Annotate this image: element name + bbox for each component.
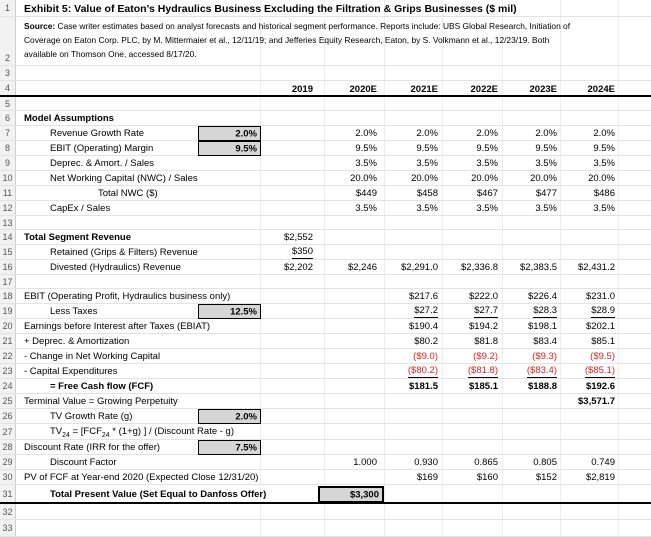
value-cell: $226.4 bbox=[527, 291, 557, 302]
value-cell: 0.749 bbox=[591, 457, 615, 468]
year-2020e: 2020E bbox=[349, 84, 377, 95]
row-number[interactable]: 31 bbox=[0, 485, 16, 502]
value-cell: 2.0% bbox=[416, 128, 438, 139]
total-segment-revenue-label: Total Segment Revenue bbox=[24, 232, 131, 243]
value-cell: $27.7 bbox=[474, 305, 498, 316]
row-15 bbox=[0, 245, 651, 260]
row-28 bbox=[0, 440, 651, 455]
value-cell: $467 bbox=[476, 188, 498, 199]
row-14 bbox=[0, 230, 651, 245]
source-note bbox=[24, 19, 644, 61]
row-16 bbox=[0, 260, 651, 275]
total-pv-label: Total Present Value (Set Equal to Danfoss Offer) bbox=[50, 489, 267, 500]
value-cell: $2,383.5 bbox=[520, 262, 557, 273]
value-cell: 3.5% bbox=[476, 158, 498, 169]
row-number[interactable]: 6 bbox=[0, 111, 16, 125]
year-2021e: 2021E bbox=[410, 84, 438, 95]
total-pv-cell[interactable]: $3,300 bbox=[318, 486, 384, 503]
assumption-label: CapEx / Sales bbox=[50, 203, 111, 214]
tax-rate-input[interactable]: 12.5% bbox=[198, 304, 261, 319]
value-cell: $231.0 bbox=[585, 291, 615, 302]
row-number[interactable]: 1 bbox=[0, 0, 16, 16]
ebit-label: EBIT (Operating Profit, Hydraulics business only) bbox=[24, 291, 231, 302]
tv-growth-label: TV Growth Rate (g) bbox=[50, 411, 133, 422]
row-number[interactable]: 21 bbox=[0, 334, 16, 348]
value-cell: $2,819 bbox=[585, 472, 615, 483]
capex-label: - Capital Expenditures bbox=[24, 366, 118, 377]
value-cell: 0.930 bbox=[414, 457, 438, 468]
row-5 bbox=[0, 97, 651, 111]
row-31 bbox=[0, 485, 651, 504]
assumption-label: Revenue Growth Rate bbox=[50, 128, 144, 139]
value-cell: 3.5% bbox=[476, 203, 498, 214]
row-number[interactable]: 32 bbox=[0, 504, 16, 519]
value-cell: 2.0% bbox=[355, 128, 377, 139]
input-cell[interactable]: 9.5% bbox=[198, 141, 261, 156]
row-25 bbox=[0, 394, 651, 409]
assumption-label: Total NWC ($) bbox=[98, 188, 158, 199]
row-number[interactable]: 14 bbox=[0, 230, 16, 244]
retained-revenue-label: Retained (Grips & Filters) Revenue bbox=[50, 247, 198, 258]
row-29 bbox=[0, 455, 651, 470]
row-number[interactable]: 29 bbox=[0, 455, 16, 469]
row-23 bbox=[0, 364, 651, 379]
row-number[interactable]: 28 bbox=[0, 440, 16, 454]
discount-rate-label: Discount Rate (IRR for the offer) bbox=[24, 442, 161, 453]
value-cell: 2.0% bbox=[476, 128, 498, 139]
row-number[interactable]: 3 bbox=[0, 66, 16, 80]
value-cell: ($9.2) bbox=[473, 351, 498, 362]
assumption-label: EBIT (Operating) Margin bbox=[50, 143, 154, 154]
pv-fcf-label: PV of FCF at Year-end 2020 (Expected Close 12/31/20) bbox=[24, 472, 259, 483]
row-number[interactable]: 2 bbox=[0, 17, 16, 65]
value-cell: $169 bbox=[416, 472, 438, 483]
value-cell: 3.5% bbox=[593, 203, 615, 214]
value-cell: 3.5% bbox=[535, 158, 557, 169]
value-cell: 9.5% bbox=[476, 143, 498, 154]
row-number[interactable]: 25 bbox=[0, 394, 16, 408]
value-cell: $449 bbox=[355, 188, 377, 199]
row-8 bbox=[0, 141, 651, 156]
value-cell: $192.6 bbox=[585, 381, 615, 392]
row-number[interactable]: 17 bbox=[0, 275, 16, 288]
value-cell: 20.0% bbox=[471, 173, 498, 184]
row-number[interactable]: 33 bbox=[0, 520, 16, 536]
row-9 bbox=[0, 156, 651, 171]
row-number[interactable]: 10 bbox=[0, 171, 16, 185]
row-number[interactable]: 5 bbox=[0, 97, 16, 110]
value-cell: 20.0% bbox=[411, 173, 438, 184]
value-cell: $222.0 bbox=[468, 291, 498, 302]
value-cell: ($83.4) bbox=[526, 365, 557, 376]
model-assumptions-heading: Model Assumptions bbox=[24, 113, 114, 124]
value-cell: $81.8 bbox=[474, 336, 498, 347]
value-cell: $217.6 bbox=[408, 291, 438, 302]
row-number[interactable]: 7 bbox=[0, 126, 16, 140]
row-number[interactable]: 27 bbox=[0, 424, 16, 439]
value-cell: ($9.0) bbox=[413, 351, 438, 362]
value-cell: 20.0% bbox=[350, 173, 377, 184]
discount-rate-input[interactable]: 7.5% bbox=[198, 440, 261, 455]
year-2023e: 2023E bbox=[529, 84, 557, 95]
row-number[interactable]: 13 bbox=[0, 216, 16, 229]
value-cell: 9.5% bbox=[593, 143, 615, 154]
value-cell: $458 bbox=[416, 188, 438, 199]
assumption-label: Deprec. & Amort. / Sales bbox=[50, 158, 155, 169]
value-cell: $152 bbox=[535, 472, 557, 483]
row-20 bbox=[0, 319, 651, 334]
value-cell: 3.5% bbox=[416, 158, 438, 169]
row-18 bbox=[0, 289, 651, 304]
row-22 bbox=[0, 349, 651, 364]
row-11 bbox=[0, 186, 651, 201]
value-cell: $28.3 bbox=[533, 305, 557, 316]
tv-growth-input[interactable]: 2.0% bbox=[198, 409, 261, 424]
row-3 bbox=[0, 66, 651, 81]
row-26 bbox=[0, 409, 651, 424]
row-number[interactable]: 12 bbox=[0, 201, 16, 215]
row-27 bbox=[0, 424, 651, 440]
row-number[interactable]: 19 bbox=[0, 304, 16, 318]
row-number[interactable]: 9 bbox=[0, 156, 16, 170]
row-number[interactable]: 26 bbox=[0, 409, 16, 423]
row-1 bbox=[0, 0, 651, 17]
value-cell: $2,291.0 bbox=[401, 262, 438, 273]
row-4-years bbox=[0, 81, 651, 97]
value-cell: 0.865 bbox=[474, 457, 498, 468]
value-cell: 9.5% bbox=[355, 143, 377, 154]
value-cell: $185.1 bbox=[468, 381, 498, 392]
value-cell: $477 bbox=[535, 188, 557, 199]
value-cell: ($9.3) bbox=[532, 351, 557, 362]
value-cell: ($85.1) bbox=[584, 365, 615, 376]
row-number[interactable]: 18 bbox=[0, 289, 16, 303]
value-cell: 0.805 bbox=[533, 457, 557, 468]
value-cell: $2,202 bbox=[283, 262, 313, 273]
value-cell: ($9.5) bbox=[590, 351, 615, 362]
exhibit-title: Exhibit 5: Value of Eaton’s Hydraulics Business Excluding the Filtration & Grips Businesses ($ mil) bbox=[24, 3, 517, 15]
value-cell: $83.4 bbox=[533, 336, 557, 347]
value-cell: $80.2 bbox=[414, 336, 438, 347]
value-cell: $486 bbox=[593, 188, 615, 199]
value-cell: $190.4 bbox=[408, 321, 438, 332]
row-number[interactable]: 16 bbox=[0, 260, 16, 274]
value-cell: $85.1 bbox=[591, 336, 615, 347]
row-number[interactable]: 20 bbox=[0, 319, 16, 333]
row-7 bbox=[0, 126, 651, 141]
less-taxes-label: Less Taxes bbox=[50, 306, 98, 317]
value-cell: $2,552 bbox=[283, 232, 313, 243]
value-cell: 3.5% bbox=[416, 203, 438, 214]
value-cell: $160 bbox=[476, 472, 498, 483]
value-cell: ($81.8) bbox=[467, 365, 498, 376]
source-line: available on Thomson One, accessed 8/17/20. bbox=[24, 49, 197, 59]
row-21 bbox=[0, 334, 651, 349]
source-line: Case writer estimates based on analyst forecasts and historical segment performance. Reports include: UBS Global Research, Initiation of bbox=[57, 21, 571, 31]
nwc-change-label: - Change in Net Working Capital bbox=[24, 351, 161, 362]
value-cell: $188.8 bbox=[527, 381, 557, 392]
row-number[interactable]: 24 bbox=[0, 379, 16, 393]
row-number[interactable]: 11 bbox=[0, 186, 16, 200]
value-cell: $28.9 bbox=[591, 305, 615, 316]
tv-formula: $TV_{24} = [FCF_{24} * (1+g)$ ] / (Discount Rate - g) bbox=[50, 426, 235, 439]
value-cell: $350 bbox=[291, 246, 313, 257]
value-cell: $2,246 bbox=[347, 262, 377, 273]
value-cell: $202.1 bbox=[585, 321, 615, 332]
value-cell: $198.1 bbox=[527, 321, 557, 332]
year-2019: 2019 bbox=[291, 84, 313, 95]
row-number[interactable]: 4 bbox=[0, 81, 16, 95]
row-number[interactable]: 15 bbox=[0, 245, 16, 259]
value-cell: 3.5% bbox=[593, 158, 615, 169]
value-cell: 9.5% bbox=[535, 143, 557, 154]
row-number[interactable]: 22 bbox=[0, 349, 16, 363]
row-17 bbox=[0, 275, 651, 289]
row-30 bbox=[0, 470, 651, 485]
row-number[interactable]: 23 bbox=[0, 364, 16, 378]
row-number[interactable]: 8 bbox=[0, 141, 16, 155]
value-cell: ($80.2) bbox=[407, 365, 438, 376]
source-line: Coverage on Eaton Corp. PLC, by M. Mittermaier et al., 12/11/19; and Jefferies Equity Research, Eaton, by S. Volkmann et al., 12/23/19. Both bbox=[24, 35, 550, 45]
row-24 bbox=[0, 379, 651, 394]
row-33 bbox=[0, 520, 651, 537]
value-cell: 3.5% bbox=[355, 203, 377, 214]
value-cell: $2,336.8 bbox=[461, 262, 498, 273]
value-cell: 20.0% bbox=[530, 173, 557, 184]
value-cell: 3.5% bbox=[535, 203, 557, 214]
year-2024e: 2024E bbox=[587, 84, 615, 95]
year-2022e: 2022E bbox=[470, 84, 498, 95]
value-cell: 20.0% bbox=[588, 173, 615, 184]
row-10 bbox=[0, 171, 651, 186]
value-cell: $3,571.7 bbox=[578, 396, 615, 407]
row-19 bbox=[0, 304, 651, 319]
terminal-value-label: Terminal Value = Growing Perpetuity bbox=[24, 396, 178, 407]
value-cell: $27.2 bbox=[414, 305, 438, 316]
row-12 bbox=[0, 201, 651, 216]
assumption-label: Net Working Capital (NWC) / Sales bbox=[50, 173, 198, 184]
discount-factor-label: Discount Factor bbox=[50, 457, 117, 468]
row-2 bbox=[0, 17, 651, 66]
input-cell[interactable]: 2.0% bbox=[198, 126, 261, 141]
value-cell: $2,431.2 bbox=[578, 262, 615, 273]
fcf-label: = Free Cash flow (FCF) bbox=[50, 381, 154, 392]
row-6 bbox=[0, 111, 651, 126]
row-number[interactable]: 30 bbox=[0, 470, 16, 484]
divested-revenue-label: Divested (Hydraulics) Revenue bbox=[50, 262, 181, 273]
value-cell: 2.0% bbox=[535, 128, 557, 139]
value-cell: 1.000 bbox=[353, 457, 377, 468]
deprec-label: + Deprec. & Amortization bbox=[24, 336, 130, 347]
row-13 bbox=[0, 216, 651, 230]
ebiat-label: Earnings before Interest after Taxes (EBIAT) bbox=[24, 321, 211, 332]
row-32 bbox=[0, 504, 651, 520]
source-label: Source: bbox=[24, 21, 56, 31]
value-cell: 2.0% bbox=[593, 128, 615, 139]
value-cell: 9.5% bbox=[416, 143, 438, 154]
value-cell: 3.5% bbox=[355, 158, 377, 169]
value-cell: $181.5 bbox=[408, 381, 438, 392]
value-cell: $194.2 bbox=[468, 321, 498, 332]
